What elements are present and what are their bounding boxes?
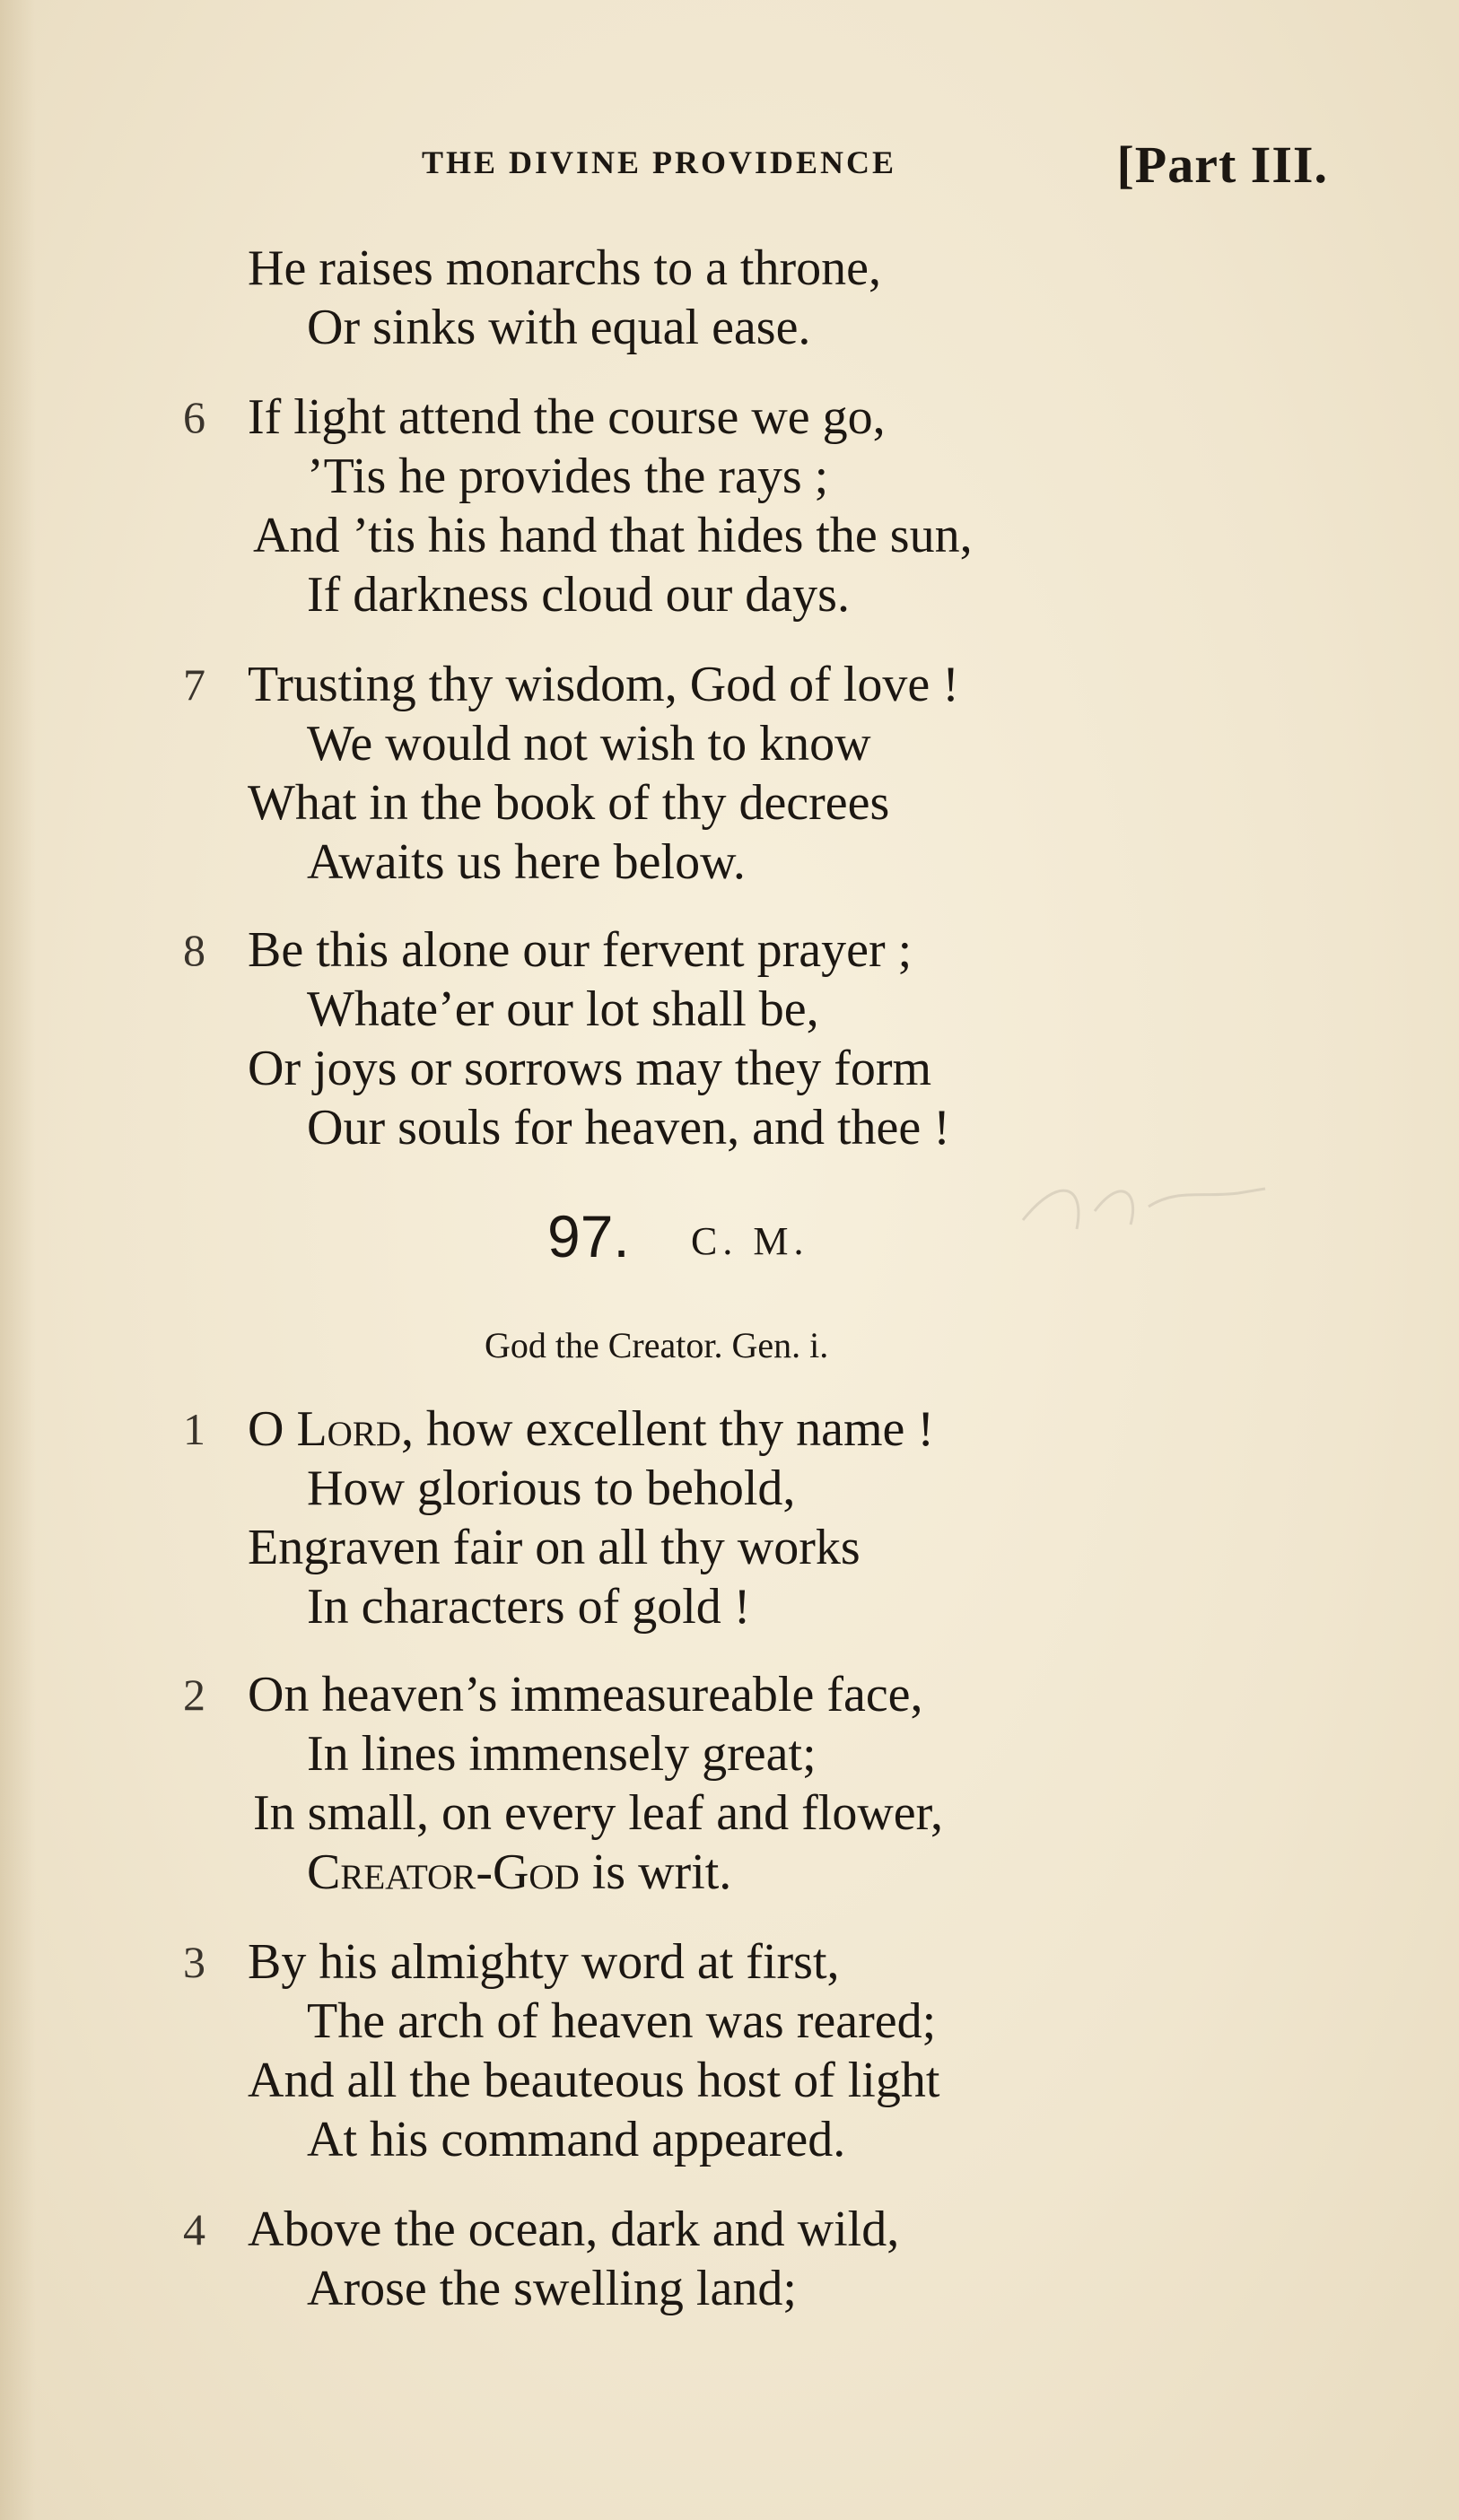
poem-line: We would not wish to know bbox=[307, 716, 871, 772]
poem-line: Whate’er our lot shall be, bbox=[307, 981, 819, 1037]
poem-line: 1 O Lord, how excellent thy name ! bbox=[183, 1401, 935, 1457]
verse-3 bbox=[170, 1932, 1202, 2169]
stanza-6 bbox=[170, 388, 1202, 624]
poem-line: In characters of gold ! bbox=[307, 1579, 751, 1635]
poem-line: 6 If light attend the course we go, bbox=[183, 389, 886, 445]
poem-line: In small, on every leaf and flower, bbox=[253, 1785, 944, 1841]
running-head-part: [Part III. bbox=[1116, 135, 1328, 194]
hymn-subtitle: God the Creator. Gen. i. bbox=[485, 1325, 829, 1365]
poem-line: And all the beauteous host of light bbox=[248, 2053, 940, 2108]
poem-line: 2 On heaven’s immeasureable face, bbox=[183, 1667, 923, 1722]
poem-line: Engraven fair on all thy works bbox=[248, 1520, 861, 1575]
poem-line: At his command appeared. bbox=[307, 2112, 846, 2167]
page-edge-shadow bbox=[0, 0, 36, 2520]
poem-line: Creator-God is writ. bbox=[307, 1844, 732, 1900]
poem-line: Our souls for heaven, and thee ! bbox=[307, 1100, 950, 1155]
hymn-heading bbox=[547, 1202, 1086, 1283]
stanza-number: 2 bbox=[183, 1670, 205, 1720]
poem-line: ’Tis he provides the rays ; bbox=[307, 449, 829, 504]
stanza-number: 4 bbox=[183, 2204, 205, 2254]
poem-line: How glorious to behold, bbox=[307, 1461, 796, 1516]
poem-line: What in the book of thy decrees bbox=[248, 775, 890, 831]
running-head bbox=[422, 135, 1328, 197]
poem-line: 7 Trusting thy wisdom, God of love ! bbox=[183, 657, 959, 712]
stanza-number: 1 bbox=[183, 1404, 205, 1454]
poem-line: 8 Be this alone our fervent prayer ; bbox=[183, 922, 913, 978]
stanza-number: 7 bbox=[183, 659, 205, 710]
poem-line: He raises monarchs to a throne, bbox=[248, 240, 881, 296]
poem-line: Arose the swelling land; bbox=[307, 2261, 797, 2316]
hymn-number: 97. bbox=[547, 1203, 630, 1269]
poem-line: If darkness cloud our days. bbox=[307, 567, 850, 623]
poem-line: Or joys or sorrows may they form bbox=[248, 1041, 932, 1096]
poem-line: Or sinks with equal ease. bbox=[307, 300, 811, 355]
lord-small-caps: Lord bbox=[296, 1401, 402, 1457]
stanza-number: 3 bbox=[183, 1937, 205, 1987]
hymn-meter: C. M. bbox=[691, 1219, 809, 1263]
running-head-title: THE DIVINE PROVIDENCE bbox=[422, 144, 897, 180]
poem-line: 3 By his almighty word at first, bbox=[183, 1934, 840, 1990]
poem-line: In lines immensely great; bbox=[307, 1726, 817, 1782]
poem-line: 4 Above the ocean, dark and wild, bbox=[183, 2202, 900, 2257]
poem-line: And ’tis his hand that hides the sun, bbox=[253, 508, 973, 563]
poem-line: Awaits us here below. bbox=[307, 834, 746, 890]
verse-1 bbox=[170, 1400, 1202, 1636]
stanza-number: 8 bbox=[183, 925, 205, 975]
stanza-continuation bbox=[170, 239, 1202, 357]
verse-2 bbox=[170, 1665, 1202, 1902]
stanza-7 bbox=[170, 655, 1202, 892]
verse-4 bbox=[170, 2200, 1202, 2318]
stanza-8 bbox=[170, 920, 1202, 1157]
creator-god-small-caps: Creator-God bbox=[307, 1844, 580, 1900]
stanza-number: 6 bbox=[183, 392, 205, 442]
poem-line: The arch of heaven was reared; bbox=[307, 1993, 937, 2049]
